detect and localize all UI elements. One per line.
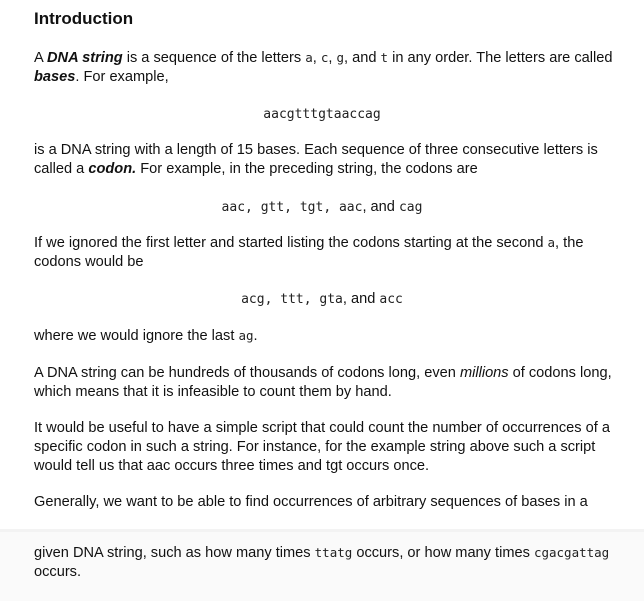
term-codon: codon. (88, 161, 137, 177)
text-run: For example, in the preceding string, the codons are (136, 161, 478, 177)
separator: , and (342, 291, 380, 307)
paragraph-ignore-last (34, 326, 619, 346)
code-sequence-ttatg: ttatg (314, 545, 353, 560)
paragraph-dna-definition (34, 48, 619, 87)
text-run: A (34, 50, 47, 66)
text-run: given DNA string, such as how many times (34, 545, 315, 561)
text-run: . For example, (75, 69, 169, 85)
code-letter-a: a (547, 235, 556, 250)
separator: , (303, 292, 320, 307)
paragraph-script-motivation: It would be useful to have a simple script that could count the number of occurrences of a specific codon in such a string. For instance, for the example string above such a script would tell us that aac occurs three times and tgt occurs once. (34, 420, 610, 474)
term-bases: bases (34, 69, 76, 85)
codon: aac (221, 200, 246, 215)
text-run: is a sequence of the letters (122, 50, 306, 66)
emphasis-millions: millions (459, 365, 509, 381)
code-sequence-cgacgattag: cgacgattag (533, 545, 610, 560)
text-run: is a DNA string with a length of 15 bases. Each sequence of three consecutive letters is called a (34, 142, 598, 177)
codon: acc (379, 292, 403, 307)
example-string-block (0, 104, 644, 124)
separator: , (284, 200, 300, 215)
code-letters-ag: ag (238, 328, 254, 343)
paragraph-second-offset (34, 233, 619, 272)
codon: ttt (280, 292, 304, 307)
code-letter-g: g (336, 50, 344, 65)
text-run: occurs, or how many times (352, 545, 534, 561)
text-run: where we would ignore the last (34, 328, 239, 344)
text-run: , (312, 50, 321, 66)
section-heading: Introduction (34, 9, 134, 28)
text-run: occurs. (34, 564, 82, 580)
separator: , (264, 292, 281, 307)
text-run: , the codons would be (34, 235, 584, 270)
codon-list-2 (0, 289, 644, 309)
term-dna-string: DNA string (46, 50, 123, 66)
text-run: If we ignored the first letter and started listing the codons starting at the second (34, 235, 548, 251)
codon: tgt (299, 200, 324, 215)
separator: , and (362, 199, 399, 215)
codon: acg (241, 292, 265, 307)
separator: , (323, 200, 339, 215)
paragraph-length (34, 364, 619, 402)
text-run: A DNA string can be hundreds of thousands of codons long, even (34, 365, 460, 381)
codon: gta (319, 292, 343, 307)
example-dna-string: aacgtttgtaaccag (263, 107, 381, 122)
paragraph-continuation (34, 543, 619, 582)
text-run: in any order. The letters are called (388, 50, 613, 66)
document-page-2 (0, 532, 644, 601)
code-letter-c: c (320, 50, 329, 65)
text-run: of codons long, which means that it is infeasible to count them by hand. (34, 365, 612, 400)
text-run: , (328, 50, 337, 66)
paragraph-generally: Generally, we want to be able to find occurrences of arbitrary sequences of bases in a (34, 494, 588, 510)
code-letter-a: a (305, 50, 313, 65)
codon: gtt (260, 200, 285, 215)
separator: , (245, 200, 261, 215)
text-run: . (253, 328, 258, 344)
codon: cag (398, 200, 423, 215)
paragraph-codon-definition (34, 141, 619, 179)
code-letter-t: t (380, 50, 389, 65)
text-run: , and (344, 50, 381, 66)
codon-list-1 (0, 197, 644, 217)
codon: aac (338, 200, 363, 215)
